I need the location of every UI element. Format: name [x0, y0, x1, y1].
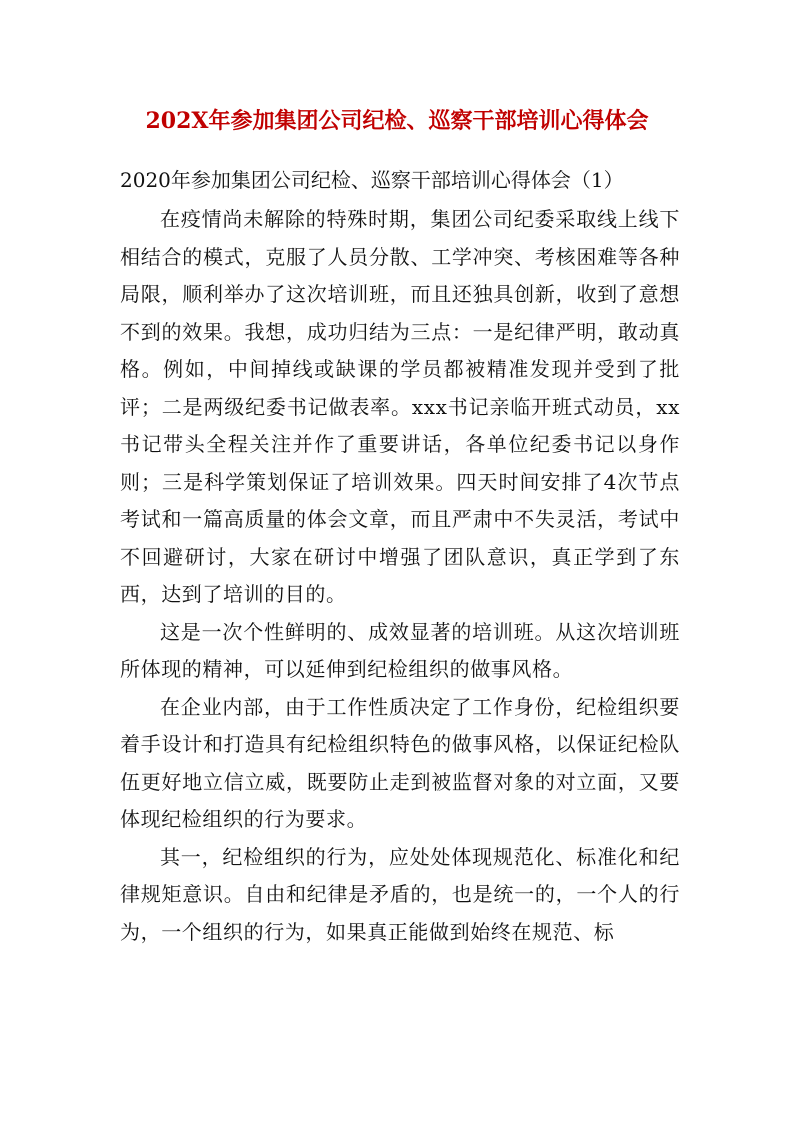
section-heading: 2020年参加集团公司纪检、巡察干部培训心得体会（1）: [120, 168, 624, 192]
paragraph: 在企业内部，由于工作性质决定了工作身份，纪检组织要着手设计和打造具有纪检组织特色的做事风格，以保证纪检队伍更好地立信立威，既要防止走到被监督对象的对立面，又要体现纪检组织的行为要求。: [120, 694, 680, 831]
paragraph: 其一，纪检组织的行为，应处处体现规范化、标准化和纪律规矩意识。自由和纪律是矛盾的，也是统一的，一个人的行为，一个组织的行为，如果真正能做到始终在规范、标: [120, 844, 680, 944]
body-paragraphs: [120, 201, 680, 951]
document-title: 202X年参加集团公司纪检、巡察干部培训心得体会: [145, 108, 649, 134]
paragraph: 这是一次个性鲜明的、成效显著的培训班。从这次培训班所体现的精神，可以延伸到纪检组织的做事风格。: [120, 619, 680, 681]
paragraph: 在疫情尚未解除的特殊时期，集团公司纪委采取线上线下相结合的模式，克服了人员分散、工学冲突、考核困难等各种局限，顺利举办了这次培训班，而且还独具创新，收到了意想不到的效果。我想，成功归结为三点：一是纪律严明，敢动真格。例如，中间掉线或缺课的学员都被精准发现并受到了批评；二是两级纪委书记做表率。xxx书记亲临开班式动员，xx书记带头全程关注并作了重要讲话，各单位纪委书记以身作则；三是科学策划保证了培训效果。四天时间安排了4次节点考试和一篇高质量的体会文章，而且严肃中不失灵活，考试中不回避研讨，大家在研讨中增强了团队意识，真正学到了东西，达到了培训的目的。: [120, 207, 680, 606]
